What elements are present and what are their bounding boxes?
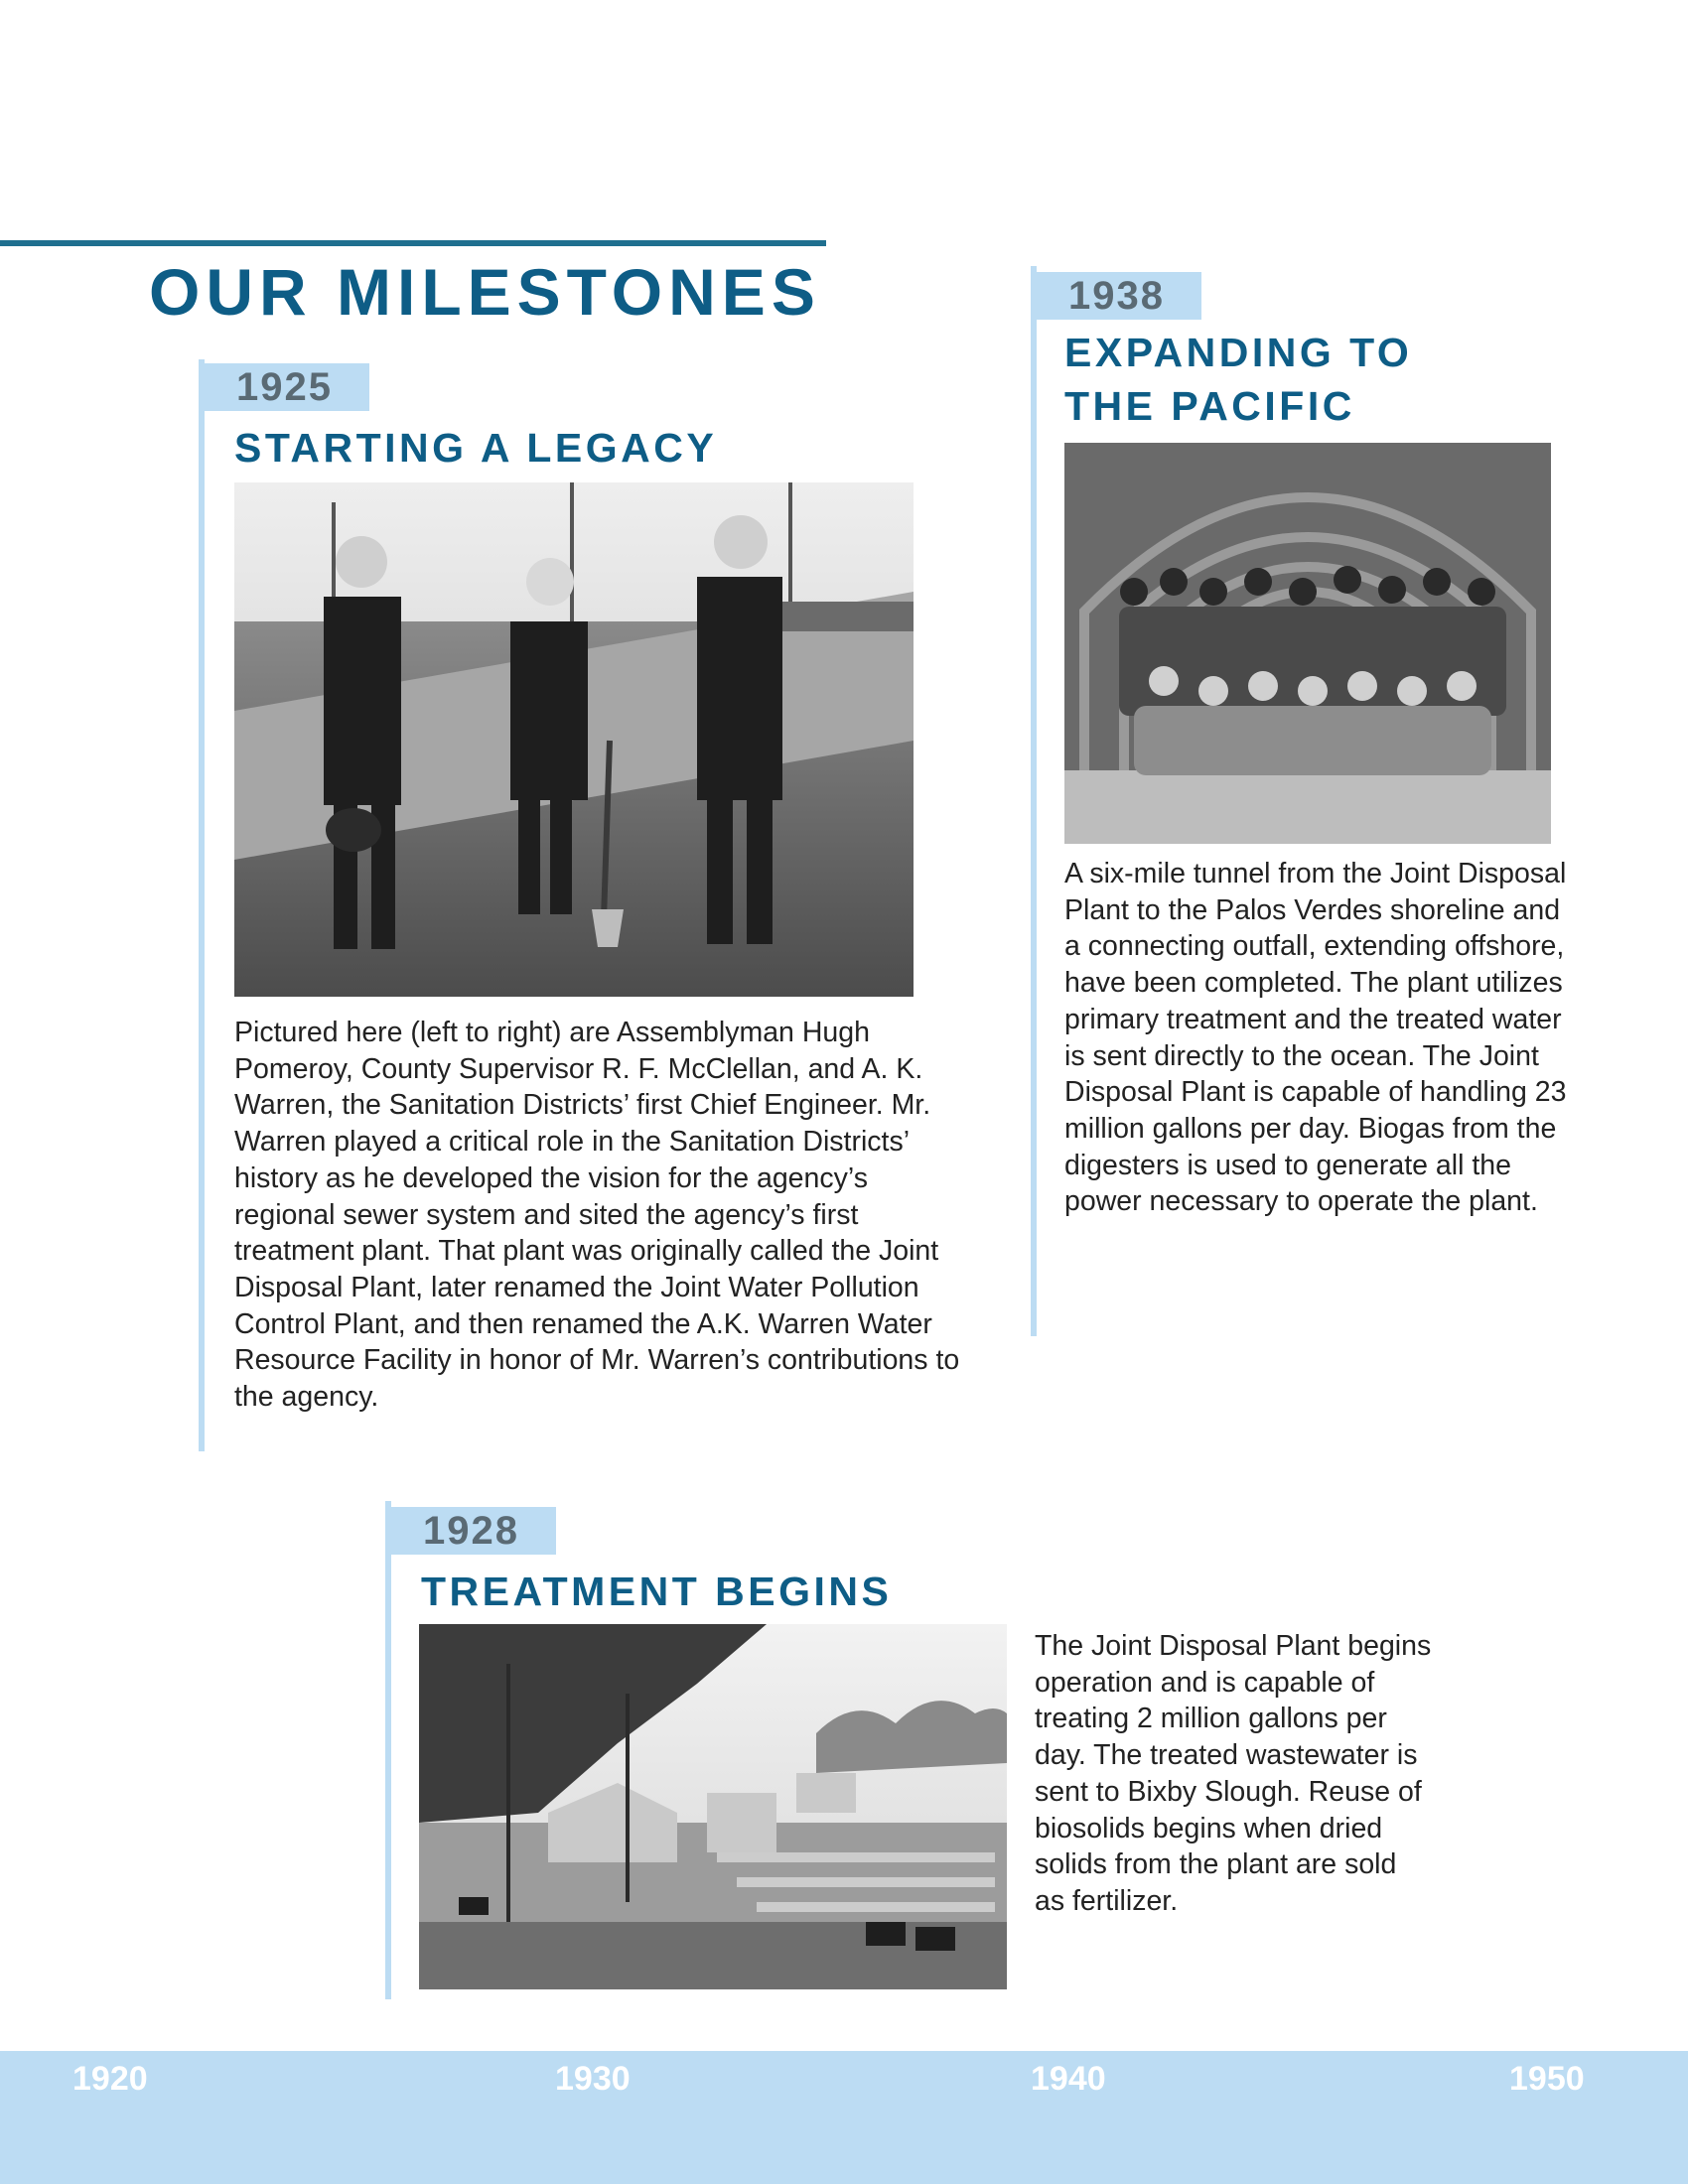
milestone-1938-year: 1938 xyxy=(1037,272,1201,320)
timeline-band xyxy=(0,2051,1688,2184)
milestone-1938-line xyxy=(1031,266,1037,1336)
timeline-label-1940: 1940 xyxy=(1031,2060,1106,2098)
milestone-1925-photo xyxy=(234,482,914,997)
milestone-1925-body: Pictured here (left to right) are Assemblyman Hugh Pomeroy, County Supervisor R. F. McClellan, and A. K. Warren, the Sanitation Districts’ first Chief Engineer. Mr. Warren played a critical role in the Sanitation Districts’ history as he developed the vision for the agency’s regional sewer system and sited the agency’s first treatment plant. That plant was originally called the Joint Disposal Plant, later renamed the Joint Water Pollution Control Plant, and then renamed the A.K. Warren Water Resource Facility in honor of Mr. Warren’s contributions to the agency. xyxy=(234,1017,960,1414)
milestone-1938-photo xyxy=(1064,443,1551,844)
milestone-1928-photo xyxy=(419,1624,1007,1989)
milestone-1925-heading: STARTING A LEGACY xyxy=(234,425,718,471)
milestone-1925-line xyxy=(199,359,205,1451)
milestone-1928-heading: TREATMENT BEGINS xyxy=(421,1569,893,1614)
milestone-1938-heading-line2: THE PACIFIC xyxy=(1064,383,1355,429)
timeline-label-1950: 1950 xyxy=(1509,2060,1585,2098)
title-rule xyxy=(0,240,826,246)
page-title: OUR MILESTONES xyxy=(149,255,821,329)
milestone-1928-body: The Joint Disposal Plant begins operation and is capable of treating 2 million gallons per day. The treated wastewater is sent to Bixby Slough. Reuse of biosolids begins when dried solids from the plant are sold as fertilizer. xyxy=(1035,1630,1432,1917)
milestone-1928-line xyxy=(385,1501,391,1999)
milestone-1928-year: 1928 xyxy=(391,1507,556,1555)
milestone-1925-year: 1925 xyxy=(205,363,369,411)
milestone-1938-heading-line1: EXPANDING TO xyxy=(1064,330,1413,375)
milestone-1938-body: A six-mile tunnel from the Joint Disposal Plant to the Palos Verdes shoreline and a connecting outfall, extending offshore, have been completed. The plant utilizes primary treatment and the treated water is sent directly to the ocean. The Joint Disposal Plant is capable of handling 23 million gallons per day. Biogas from the digesters is used to generate all the power necessary to operate the plant. xyxy=(1064,858,1567,1218)
timeline-label-1930: 1930 xyxy=(555,2060,631,2098)
timeline-label-1920: 1920 xyxy=(72,2060,148,2098)
